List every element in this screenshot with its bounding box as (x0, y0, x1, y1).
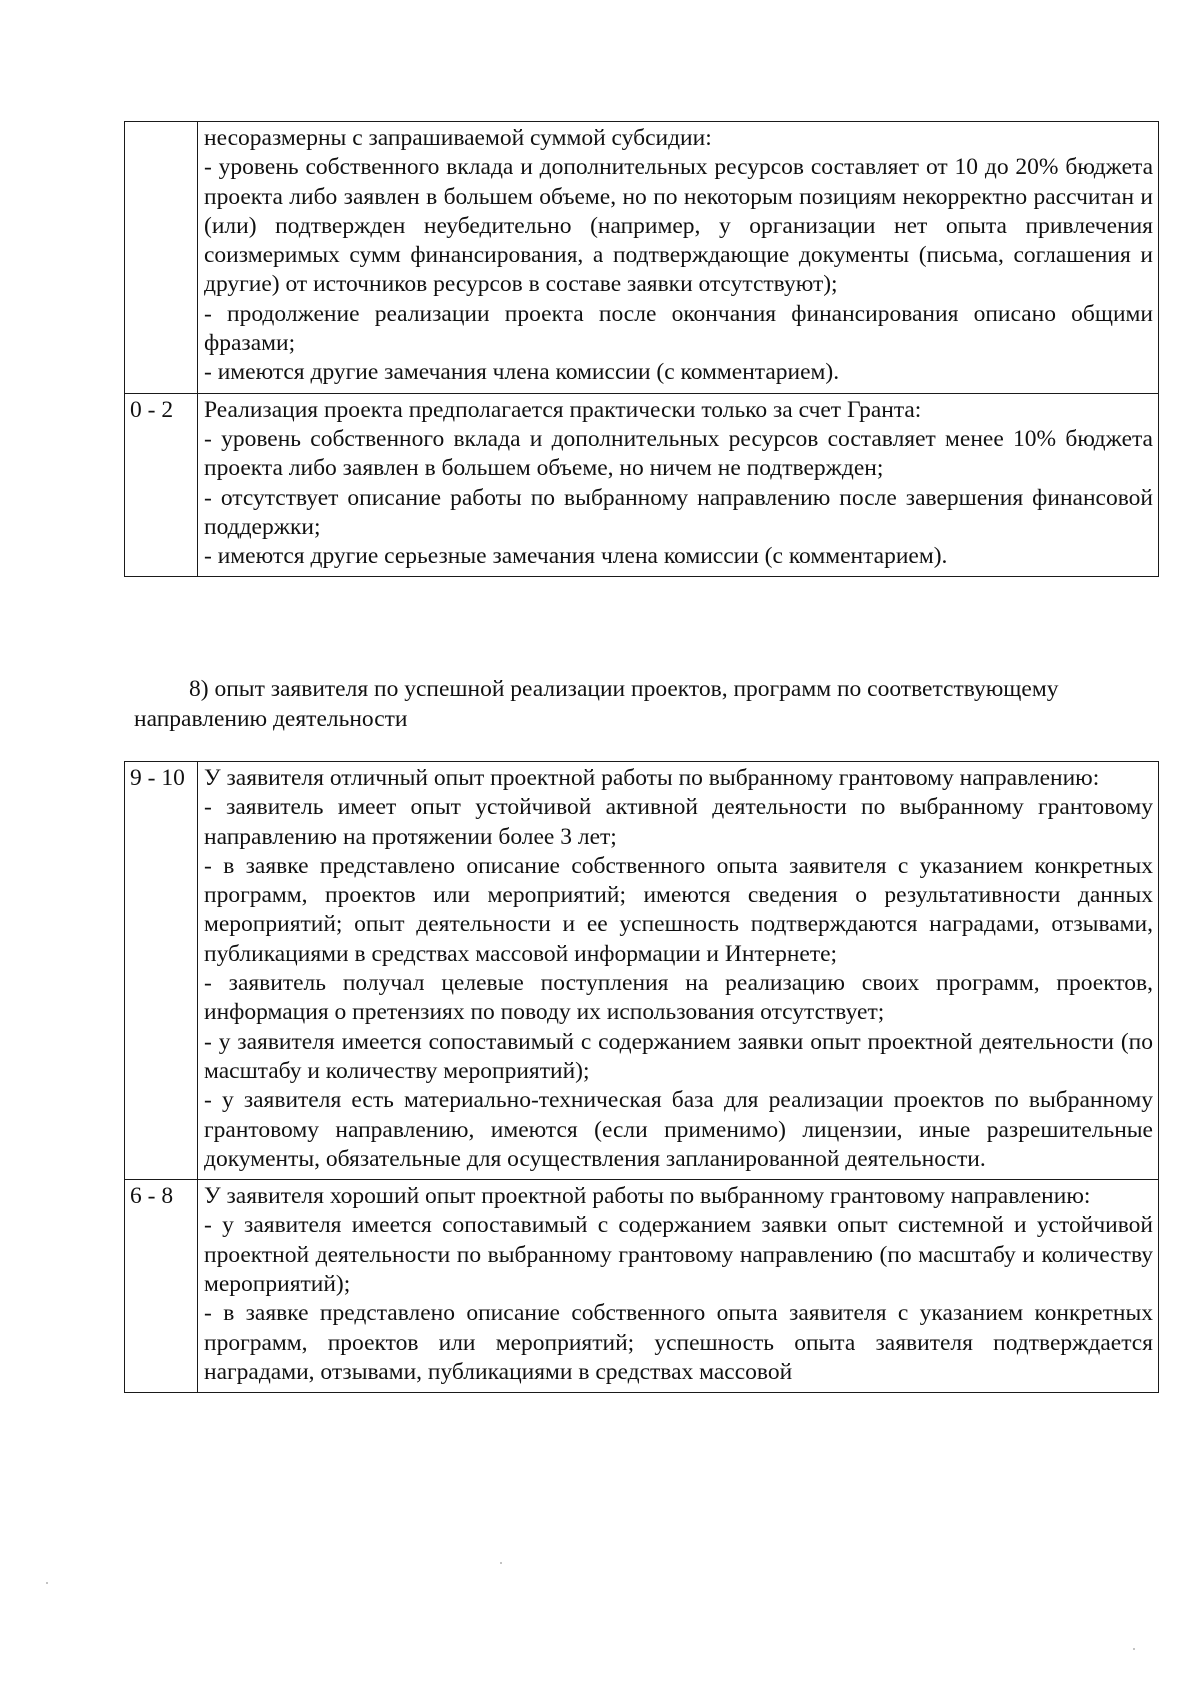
description-line: - в заявке представлено описание собственного опыта заявителя с указанием конкретных программ, проектов или мероприятий; имеются сведения о результативности данных мероприятий; опыт деятельности и ее успешность подтверждаются наградами, отзывами, публикациями в средствах массовой информации и Интернете; (204, 852, 1153, 967)
description-cell (198, 393, 1159, 577)
table-row (125, 1180, 1159, 1393)
description-cell (198, 762, 1159, 1180)
score-cell: 9 - 10 (125, 762, 198, 1180)
description-line: несоразмерны с запрашиваемой суммой субсидии: (204, 125, 712, 151)
description-line: - заявитель имеет опыт устойчивой активной деятельности по выбранному грантовому направлению на протяжении более 3 лет; (204, 794, 1153, 850)
description-cell (198, 1180, 1159, 1393)
scan-speck (46, 1582, 48, 1584)
score-cell: 0 - 2 (125, 393, 198, 577)
table-row (125, 393, 1159, 577)
description-line: - имеются другие серьезные замечания члена комиссии (с комментарием). (204, 543, 948, 570)
description-line: - имеются другие замечания члена комиссии (с комментарием). (204, 359, 840, 386)
criteria-table-7 (124, 121, 1159, 577)
description-line: - у заявителя имеется сопоставимый с содержанием заявки опыт проектной деятельности (по масштабу и количеству мероприятий); (204, 1028, 1153, 1084)
description-line: У заявителя отличный опыт проектной работы по выбранному грантовому направлению: (204, 765, 1100, 791)
score-cell (125, 122, 198, 394)
table-row (125, 762, 1159, 1180)
section-heading-8 (134, 674, 1154, 734)
description-line: - уровень собственного вклада и дополнительных ресурсов составляет менее 10% бюджета проекта либо заявлен в большем объеме, но ничем не подтвержден; (204, 425, 1153, 482)
description-line: - заявитель получал целевые поступления на реализацию своих программ, проектов, информация о претензиях по поводу их использования отсутствует; (204, 970, 1153, 1026)
description-cell (198, 122, 1159, 394)
description-line: - отсутствует описание работы по выбранному направлению после завершения финансовой поддержки; (204, 484, 1153, 540)
description-line: - уровень собственного вклада и дополнительных ресурсов составляет от 10 до 20% бюджета проекта либо заявлен в большем объеме, но по некоторым позициям некорректно рассчитан и (или) подтвержден неубедительно (например, у организации нет опыта привлечения соизмеримых сумм финансирования, а подтверждающие документы (письма, соглашения и другие) от источников ресурсов в составе заявки отсутствуют); (204, 154, 1153, 298)
score-cell: 6 - 8 (125, 1180, 198, 1393)
section-heading-line: направлению деятельности (134, 706, 408, 732)
table-row (125, 122, 1159, 394)
description-line: - у заявителя имеется сопоставимый с содержанием заявки опыт системной и устойчивой проектной деятельности по выбранному грантовому направлению (по масштабу и количеству мероприятий); (204, 1212, 1153, 1298)
scan-speck (1133, 1648, 1135, 1650)
criteria-table-8 (124, 761, 1159, 1393)
description-line: - в заявке представлено описание собственного опыта заявителя с указанием конкретных программ, проектов или мероприятий; успешность опыта заявителя подтверждается наградами, отзывами, публикациями в средствах массовой (204, 1300, 1153, 1385)
description-line: - продолжение реализации проекта после окончания финансирования описано общими фразами; (204, 300, 1153, 357)
description-line: Реализация проекта предполагается практически только за счет Гранта: (204, 396, 922, 423)
description-line: У заявителя хороший опыт проектной работы по выбранному грантовому направлению: (204, 1183, 1091, 1210)
section-heading-line: 8) опыт заявителя по успешной реализации проектов, программ по соответствующему (189, 676, 1059, 702)
scan-speck (500, 1562, 502, 1564)
description-line: - у заявителя есть материально-техническая база для реализации проектов по выбранному грантовому направлению, имеются (если применимо) лицензии, иные разрешительные документы, обязательные для осуществления запланированной деятельности. (204, 1087, 1153, 1172)
